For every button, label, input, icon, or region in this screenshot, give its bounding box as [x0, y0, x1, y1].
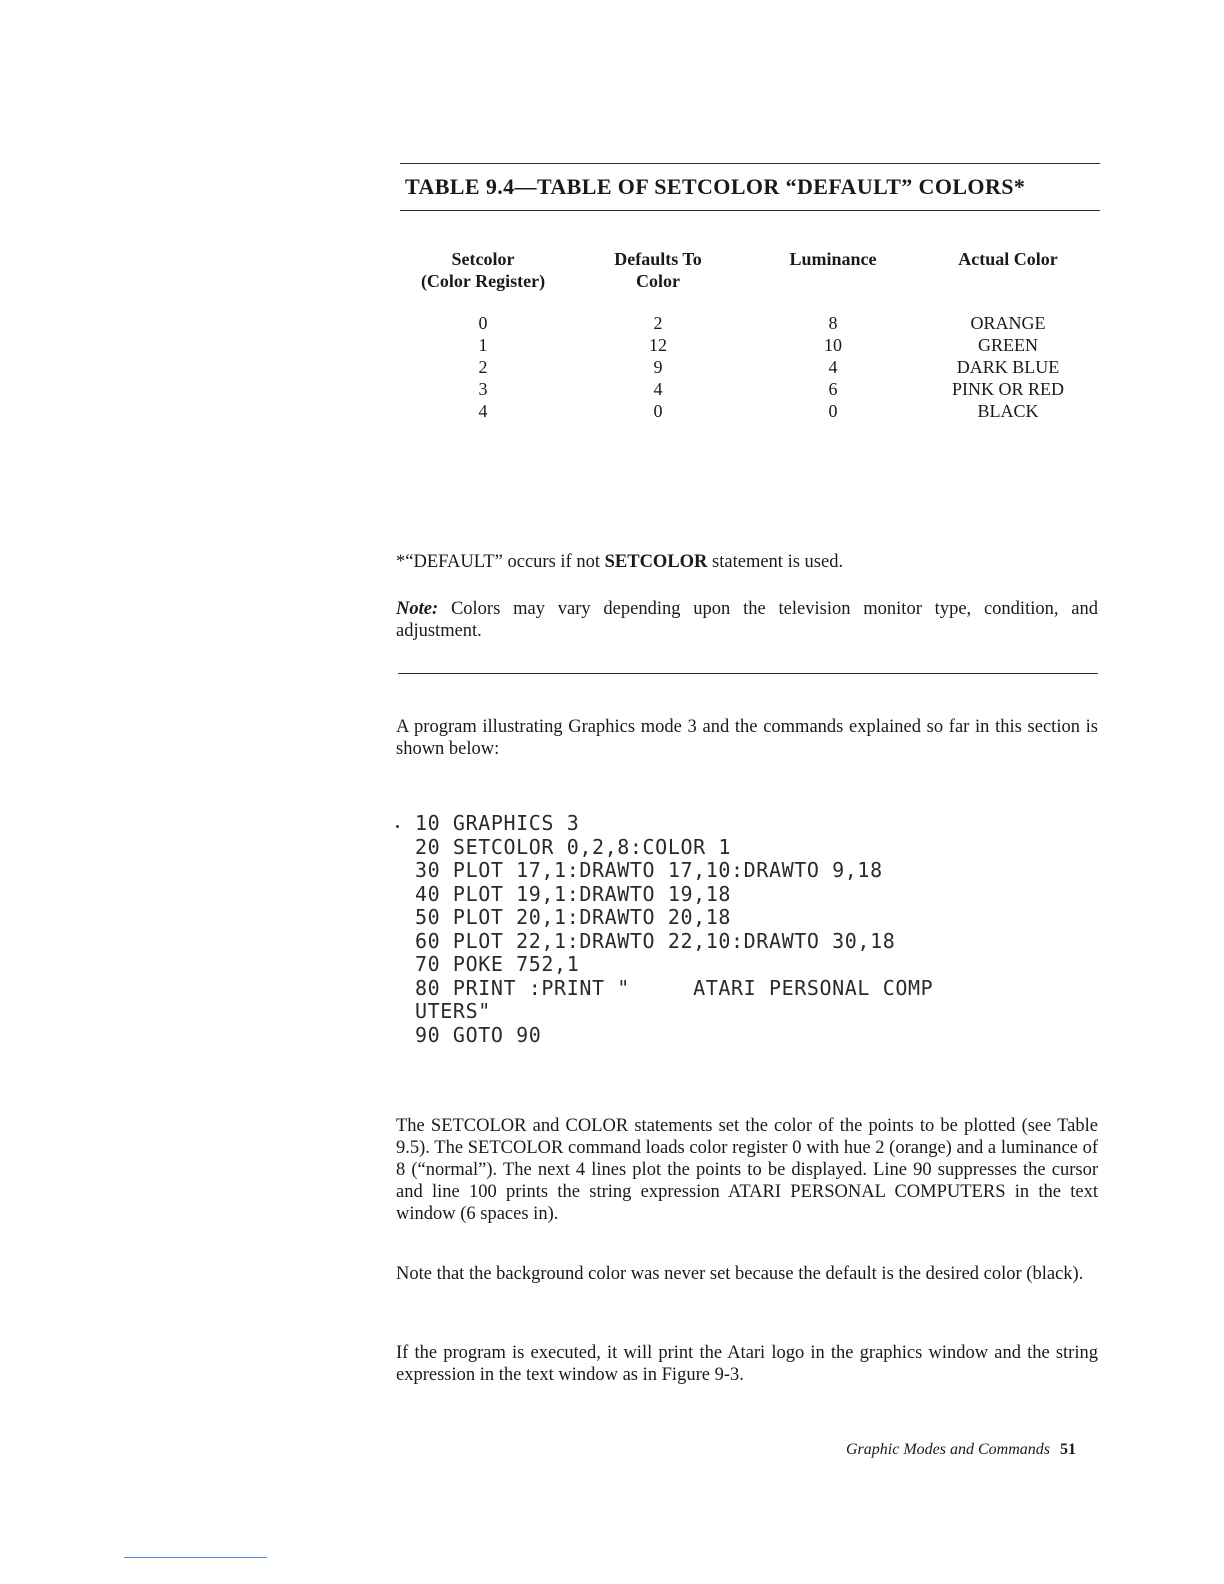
table-note [396, 598, 1098, 642]
setcolor-table [398, 248, 1098, 422]
table-cell: BLACK [977, 401, 1039, 421]
note-label: Note: [396, 599, 439, 619]
code-line: UTERS" [415, 999, 491, 1023]
section-rule [398, 673, 1098, 674]
table-cell: 6 [828, 379, 838, 399]
code-line: 50 PLOT 20,1:DRAWTO 20,18 [415, 905, 732, 929]
header-setcolor: Setcolor (Color Register) [420, 249, 546, 291]
table-cell: 4 [478, 401, 488, 421]
table-footnote: *“DEFAULT” occurs if not SETCOLOR statement is used. [396, 552, 844, 572]
code-line: 60 PLOT 22,1:DRAWTO 22,10:DRAWTO 30,18 [415, 928, 896, 953]
table-cell: GREEN [978, 335, 1038, 355]
table-cell: 12 [649, 335, 667, 355]
table-row [398, 356, 1098, 378]
table-cell: 9 [653, 357, 663, 377]
table-cell: DARK BLUE [956, 357, 1060, 377]
program-intro: A program illustrating Graphics mode 3 and the commands explained so far in this section is shown below: [396, 717, 1098, 759]
running-footer-title: Graphic Modes and Commands [846, 1441, 1050, 1458]
table-title-rule [400, 210, 1100, 211]
scan-edge-line [124, 1557, 267, 1558]
table-row [398, 378, 1098, 400]
table-cell: 4 [828, 357, 838, 377]
table-cell: 2 [653, 313, 663, 333]
code-line: 80 PRINT :PRINT " ATARI PERSONAL COMP [415, 975, 934, 1000]
table-cell: 2 [478, 357, 488, 377]
table-row [398, 312, 1098, 334]
table-title: TABLE 9.4—TABLE OF SETCOLOR “DEFAULT” COLORS* [405, 174, 1026, 199]
background-note-paragraph: Note that the background color was never set because the default is the desired color (black). [396, 1264, 1084, 1284]
execution-paragraph: If the program is executed, it will print the Atari logo in the graphics window and the string expression in the text window as in Figure 9-3. [396, 1343, 1098, 1385]
code-line: 40 PLOT 19,1:DRAWTO 19,18 [415, 881, 732, 906]
table-cell: 3 [478, 379, 488, 399]
table-cell: 0 [828, 401, 838, 421]
table-cell: PINK OR RED [951, 379, 1064, 399]
table-cell: 0 [478, 313, 488, 333]
table-cell: 8 [828, 313, 838, 333]
table-row [398, 400, 1098, 422]
table-cell: 4 [653, 379, 663, 399]
basic-program-listing [415, 812, 933, 1047]
table-cell: 0 [653, 401, 663, 421]
table-row [398, 334, 1098, 356]
page-footer [846, 1441, 1076, 1459]
table-header-row [398, 248, 1098, 312]
page-number: 51 [1060, 1441, 1076, 1458]
code-line: 20 SETCOLOR 0,2,8:COLOR 1 [415, 834, 732, 859]
header-defaults-to: Defaults To Color [614, 249, 702, 291]
table-cell: 10 [824, 335, 842, 355]
code-line: 90 GOTO 90 [415, 1022, 542, 1047]
code-line: 30 PLOT 17,1:DRAWTO 17,10:DRAWTO 9,18 [415, 858, 883, 882]
table-cell: ORANGE [970, 313, 1046, 333]
explanation-paragraph: The SETCOLOR and COLOR statements set the color of the points to be plotted (see Table 9.5). The SETCOLOR command loads color register 0 with hue 2 (orange) and a luminance of 8 (“normal”). The next 4 lines plot the points to be displayed. Line 90 suppresses the cursor and line 100 prints the string expression ATARI PERSONAL COMPUTERS in the text window (6 spaces in). [396, 1116, 1098, 1224]
note-text: Colors may vary depending upon the television monitor type, condition, and adjustment. [396, 599, 1098, 641]
header-luminance: Luminance [789, 249, 877, 269]
code-line: 70 POKE 752,1 [415, 952, 580, 976]
code-line: 10 GRAPHICS 3 [415, 811, 580, 835]
table-top-rule [400, 163, 1100, 164]
table-cell: 1 [478, 335, 488, 355]
bullet-mark [396, 825, 399, 828]
header-actual-color: Actual Color [958, 249, 1058, 269]
